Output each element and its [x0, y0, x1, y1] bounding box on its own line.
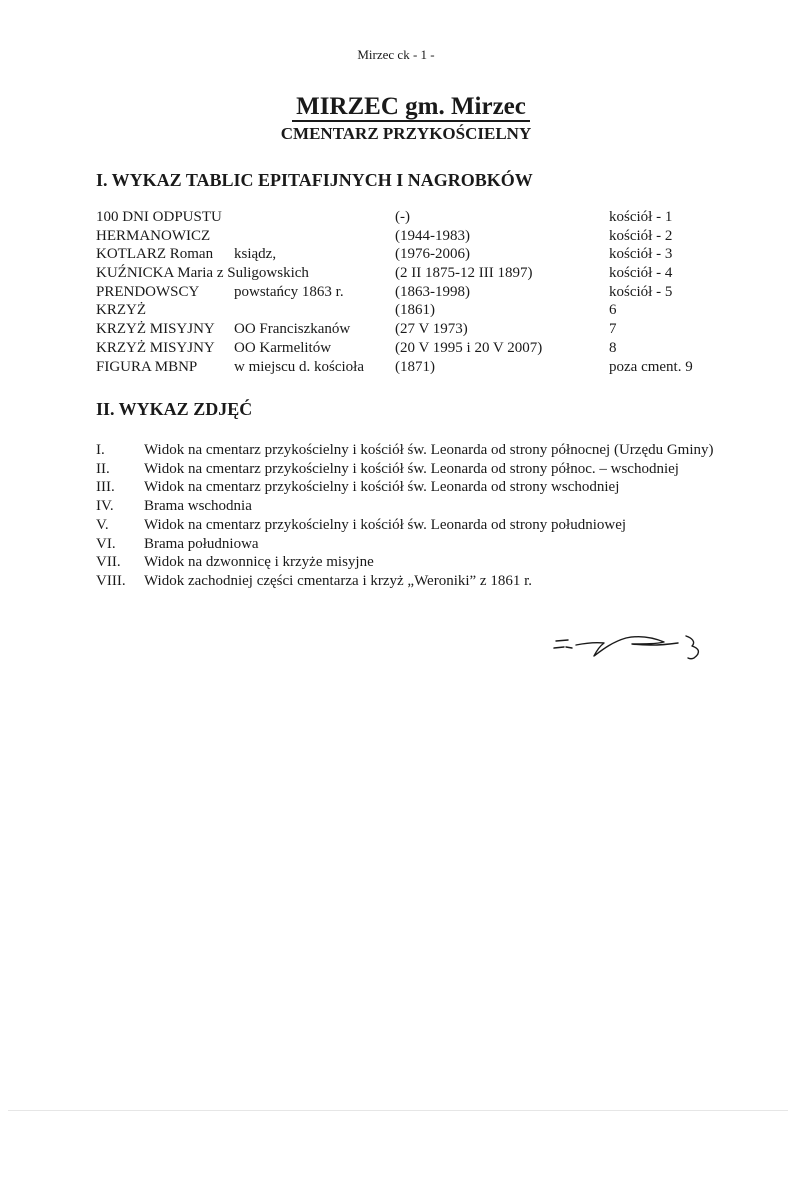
epitaph-years: (27 V 1973) [395, 321, 468, 338]
epitaph-table [96, 208, 716, 376]
list-item [96, 535, 716, 554]
list-item [96, 478, 716, 497]
list-item [96, 516, 716, 535]
list-item [96, 572, 716, 591]
epitaph-name: PRENDOWSCY [96, 283, 200, 300]
table-row [96, 208, 716, 227]
list-item [96, 553, 716, 572]
epitaph-note: OO Franciszkanów [234, 321, 351, 338]
epitaph-location: kościół - 4 [609, 265, 673, 282]
table-row [96, 264, 716, 283]
epitaph-years: (1871) [395, 358, 435, 375]
scan-edge-line [8, 1110, 788, 1111]
epitaph-note: powstańcy 1863 r. [234, 283, 344, 300]
photo-number: IV. [96, 498, 114, 515]
epitaph-name: KUŹNICKA Maria z Suligowskich [96, 265, 309, 282]
epitaph-name: FIGURA MBNP [96, 358, 198, 375]
photo-description: Widok na dzwonnicę i krzyże misyjne [144, 554, 374, 571]
photo-number: III. [96, 479, 115, 496]
photo-number: II. [96, 460, 110, 477]
epitaph-location: 8 [609, 339, 617, 356]
photo-list [96, 441, 716, 591]
epitaph-years: (20 V 1995 i 20 V 2007) [395, 339, 543, 356]
epitaph-name: KOTLARZ Roman [96, 246, 214, 263]
photo-number: I. [96, 442, 105, 458]
page-header-note: Mirzec ck - 1 - [357, 47, 435, 62]
photo-number: VII. [96, 554, 121, 571]
document-subtitle: CMENTARZ PRZYKOŚCIELNY [280, 124, 532, 143]
epitaph-years: (1976-2006) [395, 246, 470, 263]
section-heading-epitaphs: I. WYKAZ TABLIC EPITAFIJNYCH I NAGROBKÓW [96, 170, 533, 190]
epitaph-name: KRZYŻ [96, 302, 146, 319]
list-item [96, 441, 716, 460]
table-row [96, 245, 716, 264]
epitaph-location: 7 [609, 321, 617, 338]
photo-description: Widok na cmentarz przykościelny i kościół św. Leonarda od strony wschodniej [144, 479, 620, 496]
photo-description: Widok na cmentarz przykościelny i kościół św. Leonarda od strony południowej [144, 516, 627, 533]
epitaph-years: (1863-1998) [395, 283, 470, 300]
photo-description: Brama południowa [144, 535, 259, 552]
epitaph-location: kościół - 5 [609, 283, 673, 300]
photo-number: VI. [96, 535, 116, 552]
handwritten-signature [552, 628, 722, 664]
document-title [0, 93, 792, 121]
epitaph-note: ksiądz, [234, 246, 277, 263]
epitaph-years: (2 II 1875-12 III 1897) [395, 265, 533, 282]
table-row [96, 358, 716, 377]
section-heading-photos: II. WYKAZ ZDJĘĆ [96, 399, 253, 419]
photo-number: VIII. [96, 572, 126, 589]
document-title-text: MIRZEC gm. Mirzec [292, 93, 530, 122]
epitaph-location: 6 [609, 302, 617, 319]
epitaph-years: (-) [395, 209, 410, 225]
epitaph-years: (1861) [395, 302, 435, 319]
epitaph-location: poza cment. 9 [609, 358, 693, 375]
epitaph-years: (1944-1983) [395, 227, 470, 244]
list-item [96, 497, 716, 516]
photo-description: Brama wschodnia [144, 498, 252, 515]
epitaph-name: 100 DNI ODPUSTU [96, 209, 222, 225]
photo-description: Widok zachodniej części cmentarza i krzyż „Weroniki” z 1861 r. [144, 572, 533, 589]
epitaph-name: KRZYŻ MISYJNY [96, 339, 215, 356]
photo-number: V. [96, 516, 109, 533]
table-row [96, 339, 716, 358]
epitaph-name: KRZYŻ MISYJNY [96, 321, 215, 338]
table-row [96, 301, 716, 320]
table-row [96, 283, 716, 302]
epitaph-note: w miejscu d. kościoła [234, 358, 364, 375]
photo-description: Widok na cmentarz przykościelny i kościół św. Leonarda od strony północ. – wschodniej [144, 460, 679, 477]
epitaph-location: kościół - 3 [609, 246, 673, 263]
epitaph-name: HERMANOWICZ [96, 227, 211, 244]
list-item [96, 460, 716, 479]
photo-description: Widok na cmentarz przykościelny i kościół św. Leonarda od strony północnej (Urzędu Gminy) [144, 442, 714, 458]
table-row [96, 320, 716, 339]
epitaph-note: OO Karmelitów [234, 339, 332, 356]
epitaph-location: kościół - 2 [609, 227, 673, 244]
table-row [96, 227, 716, 246]
epitaph-location: kościół - 1 [609, 209, 673, 225]
